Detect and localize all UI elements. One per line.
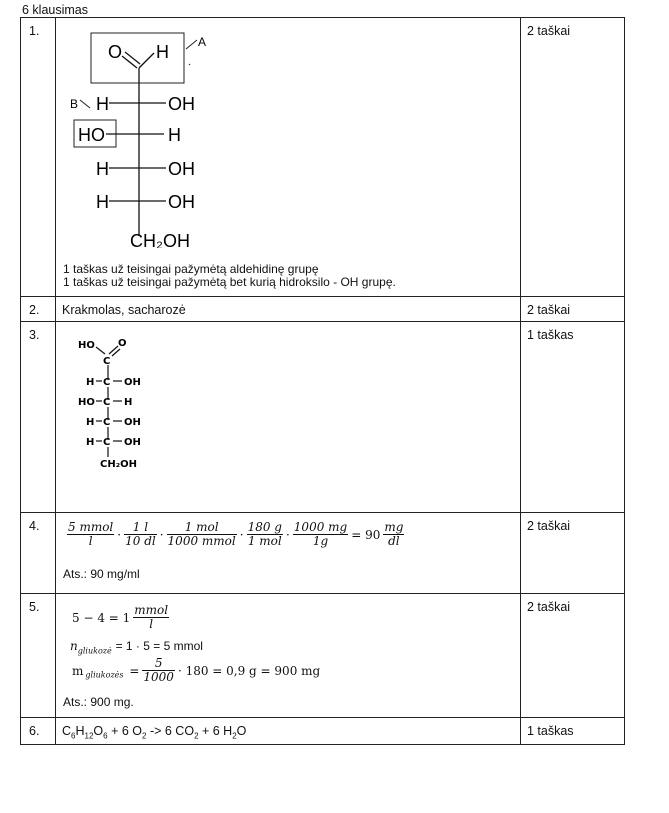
- reaction-equation: $C_6H_{12}O_6 + 6$ $O_2 -> 6$ $CO_2 + 6$ $H_2O$: [62, 724, 247, 741]
- fraction-result: $\frac{mg}{dl}$: [384, 520, 404, 548]
- table-row: [21, 297, 625, 322]
- r4-left: H: [86, 417, 95, 428]
- fraction-4: $\frac{180 g}{\text{1 mol}}$: [247, 520, 282, 548]
- table-row: [21, 513, 625, 594]
- marker-b: B: [70, 97, 79, 111]
- c3-label: C: [103, 397, 111, 408]
- c2-left: H: [96, 94, 109, 114]
- marker-a: A: [198, 35, 207, 49]
- row-number: 5.: [29, 600, 40, 614]
- r2-left: H: [86, 377, 95, 388]
- answer-cell: [56, 18, 521, 297]
- aldehyde-h: H: [156, 42, 169, 62]
- points-cell: [521, 322, 625, 513]
- points-cell: [521, 594, 625, 718]
- table-row: [21, 18, 625, 297]
- marker-b-line: [80, 100, 90, 108]
- c2-right: OH: [168, 94, 195, 114]
- points-cell: [521, 718, 625, 745]
- double-bond-2: [125, 52, 140, 64]
- r5-right: OH: [124, 437, 141, 448]
- c6-group: CH₂OH: [100, 459, 137, 470]
- row-number-cell: [21, 297, 56, 322]
- points-value: 2 taškai: [527, 24, 571, 38]
- aldehyde-o: O: [108, 42, 123, 62]
- row-number: 2.: [29, 303, 40, 317]
- marker-a-tick: [189, 64, 190, 65]
- answer-text: Ats.: 90 mg/ml: [63, 567, 140, 581]
- mass-line: m $_{gliukozės}$ = $\frac{5}{1000}$ · 180 = 0,9 g = 900 mg: [72, 656, 321, 684]
- c1-label: C: [103, 356, 111, 367]
- aldehyde-group-box: [91, 33, 184, 83]
- answer-table: [20, 17, 625, 745]
- points-value: 2 taškai: [527, 303, 571, 317]
- mmol-per-l-fraction: $\frac{\text{mmol}}{l}$: [134, 603, 169, 631]
- c5-left: H: [96, 192, 109, 212]
- row-number-cell: [21, 718, 56, 745]
- c4-left: H: [96, 159, 109, 179]
- question-title: 6 klausimas: [22, 3, 88, 17]
- c3-left: HO: [78, 125, 105, 145]
- row-number-cell: [21, 322, 56, 513]
- row-number: 3.: [29, 328, 40, 342]
- r4-right: OH: [124, 417, 141, 428]
- row-number: 4.: [29, 519, 40, 533]
- fraction-1: $\frac{\text{5 mmol}}{l}$: [68, 520, 114, 548]
- answer-text: Ats.: 900 mg.: [63, 695, 134, 709]
- points-value: 1 taškas: [527, 328, 574, 342]
- c1-h-bond: [139, 53, 154, 68]
- fraction-5: $\frac{1000 mg}{1g}$: [293, 520, 348, 548]
- points-cell: [521, 513, 625, 594]
- answer-cell: [56, 513, 521, 594]
- c6-group: CH₂OH: [130, 231, 190, 248]
- answer-cell: [56, 322, 521, 513]
- marker-a-line: [186, 40, 197, 49]
- c5-label: C: [103, 437, 111, 448]
- r2-right: OH: [124, 377, 141, 388]
- c4-right: OH: [168, 159, 195, 179]
- fraction-3: $\frac{\text{1 mol}}{\text{1000 mmol}}$: [167, 520, 236, 548]
- mass-fraction: $\frac{5}{1000}$: [143, 656, 174, 684]
- fraction-2: $\frac{1 l}{10 dl}$: [125, 520, 156, 548]
- scoring-note-2: 1 taškas už teisingai pažymėtą bet kurią hidroksilo - OH grupę.: [63, 275, 396, 289]
- row-number-cell: [21, 594, 56, 718]
- double-bond-1: [122, 56, 137, 68]
- answer-text: Krakmolas, sacharozė: [62, 303, 186, 317]
- glucose-structure: [56, 18, 316, 248]
- points-value: 2 taškai: [527, 519, 571, 533]
- carboxyl-o: O: [118, 338, 127, 349]
- table-row: [21, 718, 625, 745]
- points-cell: [521, 297, 625, 322]
- c3-right: H: [168, 125, 181, 145]
- row-number-cell: [21, 513, 56, 594]
- carboxyl-ho: HO: [78, 340, 95, 351]
- r3-right: H: [124, 397, 133, 408]
- scoring-note-1: 1 taškas už teisingai pažymėtą aldehidinę grupę: [63, 262, 319, 276]
- table-row: [21, 322, 625, 513]
- answer-cell: [56, 594, 521, 718]
- r5-left: H: [86, 437, 95, 448]
- carboxyl-ho-bond: [96, 347, 105, 354]
- points-value: 1 taškas: [527, 724, 574, 738]
- points-cell: [521, 18, 625, 297]
- row-number-cell: [21, 18, 56, 297]
- row-number: 1.: [29, 24, 40, 38]
- row-number: 6.: [29, 724, 40, 738]
- c2-label: C: [103, 377, 111, 388]
- c4-label: C: [103, 417, 111, 428]
- conversion-equation: $\frac{\text{5 mmol}}{l}$ · $\frac{1 l}{10 dl}$ · $\frac{\text{1 mol}}{\text{1000 mmol}}$ · $\frac{180 g}{\text{1 mol}}$ · $\frac{1000 mg}{1g}$ = 90 $\frac{mg}{dl}$: [68, 520, 404, 548]
- table-row: [21, 594, 625, 718]
- moles-line: $n_{gliukozė} = 1 \cdot 5 = 5$ mmol: [70, 639, 203, 656]
- gluconic-acid-structure: [56, 322, 196, 507]
- c5-right: OH: [168, 192, 195, 212]
- answer-cell: [56, 297, 521, 322]
- answer-cell: [56, 718, 521, 745]
- points-value: 2 taškai: [527, 600, 571, 614]
- carboxyl-o-bond-1: [109, 346, 118, 354]
- difference-line: 5 − 4 = 1 $\frac{\text{mmol}}{l}$: [72, 603, 169, 631]
- r3-left: HO: [78, 397, 95, 408]
